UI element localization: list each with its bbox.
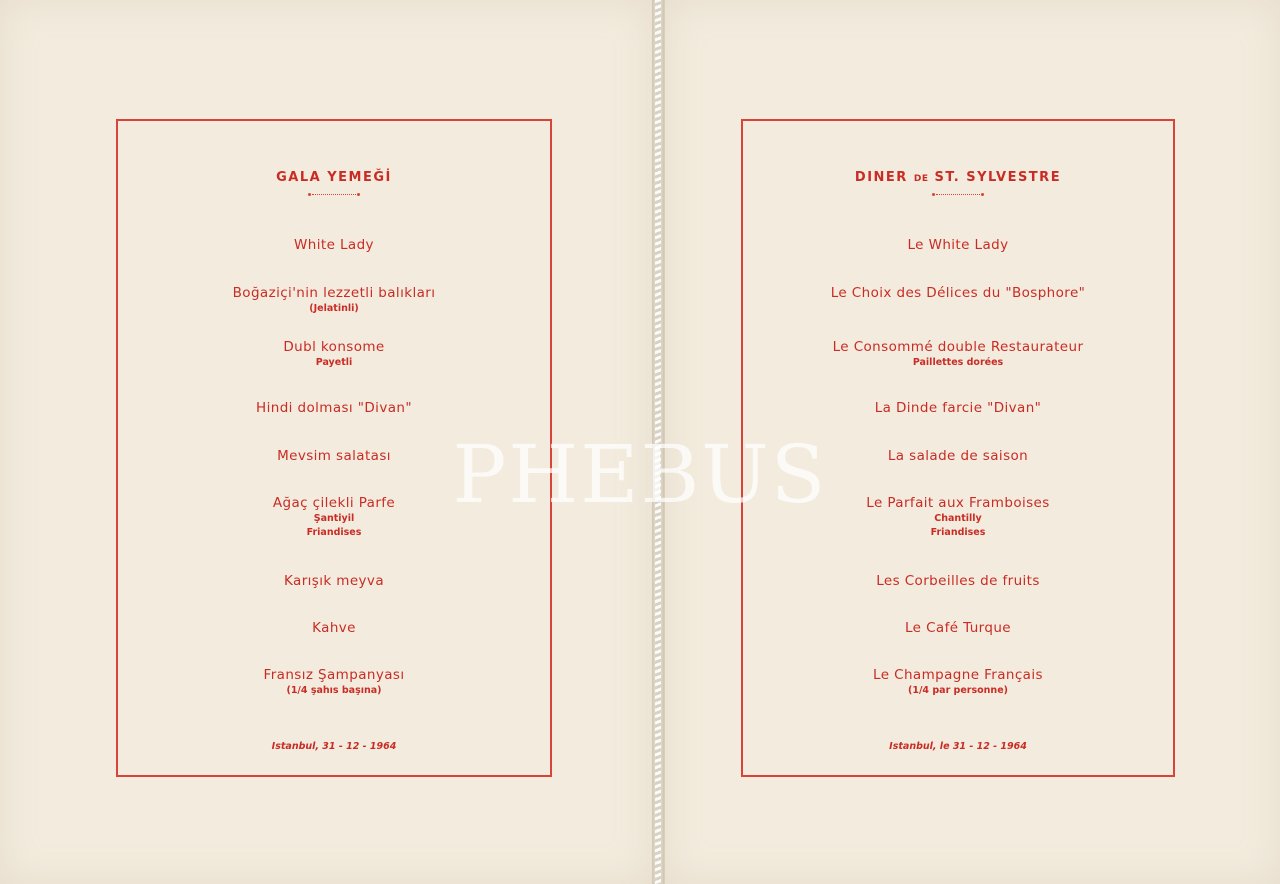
title-ornament: [936, 194, 980, 195]
menu-item-note: Friandises: [930, 527, 986, 538]
menu-item-name: Mevsim salatası: [277, 448, 391, 464]
menu-item-note: (Jelatinli): [309, 303, 359, 314]
menu-item-name: Le Champagne Français: [873, 667, 1043, 683]
menu-item-name: Fransız Şampanyası: [263, 667, 405, 683]
menu-item-name: Karışık meyva: [284, 573, 384, 589]
menu-item-note: (1/4 şahıs başına): [286, 685, 382, 696]
menu-item: [118, 399, 550, 417]
menu-item-note: Şantiyil: [313, 513, 355, 524]
menu-item-note: Friandises: [306, 527, 362, 538]
right-menu-title: [743, 170, 1173, 185]
menu-item-name: Hindi dolması "Divan": [256, 400, 412, 416]
menu-item-name: White Lady: [294, 237, 374, 253]
menu-item-name: Kahve: [312, 620, 356, 636]
menu-item-name: Le Parfait aux Framboises: [866, 495, 1050, 511]
menu-item: [743, 399, 1173, 417]
right-title-rest: ST. SYLVESTRE: [934, 170, 1062, 185]
title-ornament: [312, 194, 356, 195]
menu-item-name: La Dinde farcie "Divan": [874, 400, 1042, 416]
menu-item: [743, 572, 1173, 590]
right-title-small: DE: [913, 174, 929, 184]
watermark: PHEBUS: [452, 428, 828, 521]
menu-item: [118, 236, 550, 254]
menu-item-name: Le White Lady: [907, 237, 1009, 253]
menu-item-note: (1/4 par personne): [908, 685, 1008, 696]
menu-item-name: Ağaç çilekli Parfe: [272, 495, 396, 511]
menu-item-note: Chantilly: [934, 513, 982, 524]
menu-item-name: La salade de saison: [887, 448, 1029, 464]
menu-item: [743, 338, 1173, 370]
right-menu-date: Istanbul, le 31 - 12 - 1964: [889, 741, 1027, 752]
menu-item: [118, 284, 550, 316]
menu-item: [118, 619, 550, 637]
menu-item-name: Dubl konsome: [283, 339, 385, 355]
menu-item-name: Le Café Turque: [904, 620, 1012, 636]
menu-item-name: Le Consommé double Restaurateur: [832, 339, 1084, 355]
menu-item: [118, 666, 550, 698]
menu-item-name: Les Corbeilles de fruits: [876, 573, 1040, 589]
menu-item: [743, 236, 1173, 254]
left-menu-title: GALA YEMEĞİ: [276, 170, 392, 185]
menu-item-name: Le Choix des Délices du "Bosphore": [830, 285, 1086, 301]
menu-item-note: Payetli: [315, 357, 353, 368]
left-menu-date: Istanbul, 31 - 12 - 1964: [271, 741, 397, 752]
menu-item-name: Boğaziçi'nin lezzetli balıkları: [232, 285, 436, 301]
menu-item-note: Paillettes dorées: [912, 357, 1004, 368]
menu-item: [118, 338, 550, 370]
menu-item: [118, 572, 550, 590]
menu-item: [743, 666, 1173, 698]
right-title-main: DINER: [854, 170, 908, 185]
menu-item: [743, 284, 1173, 302]
menu-item: [743, 619, 1173, 637]
